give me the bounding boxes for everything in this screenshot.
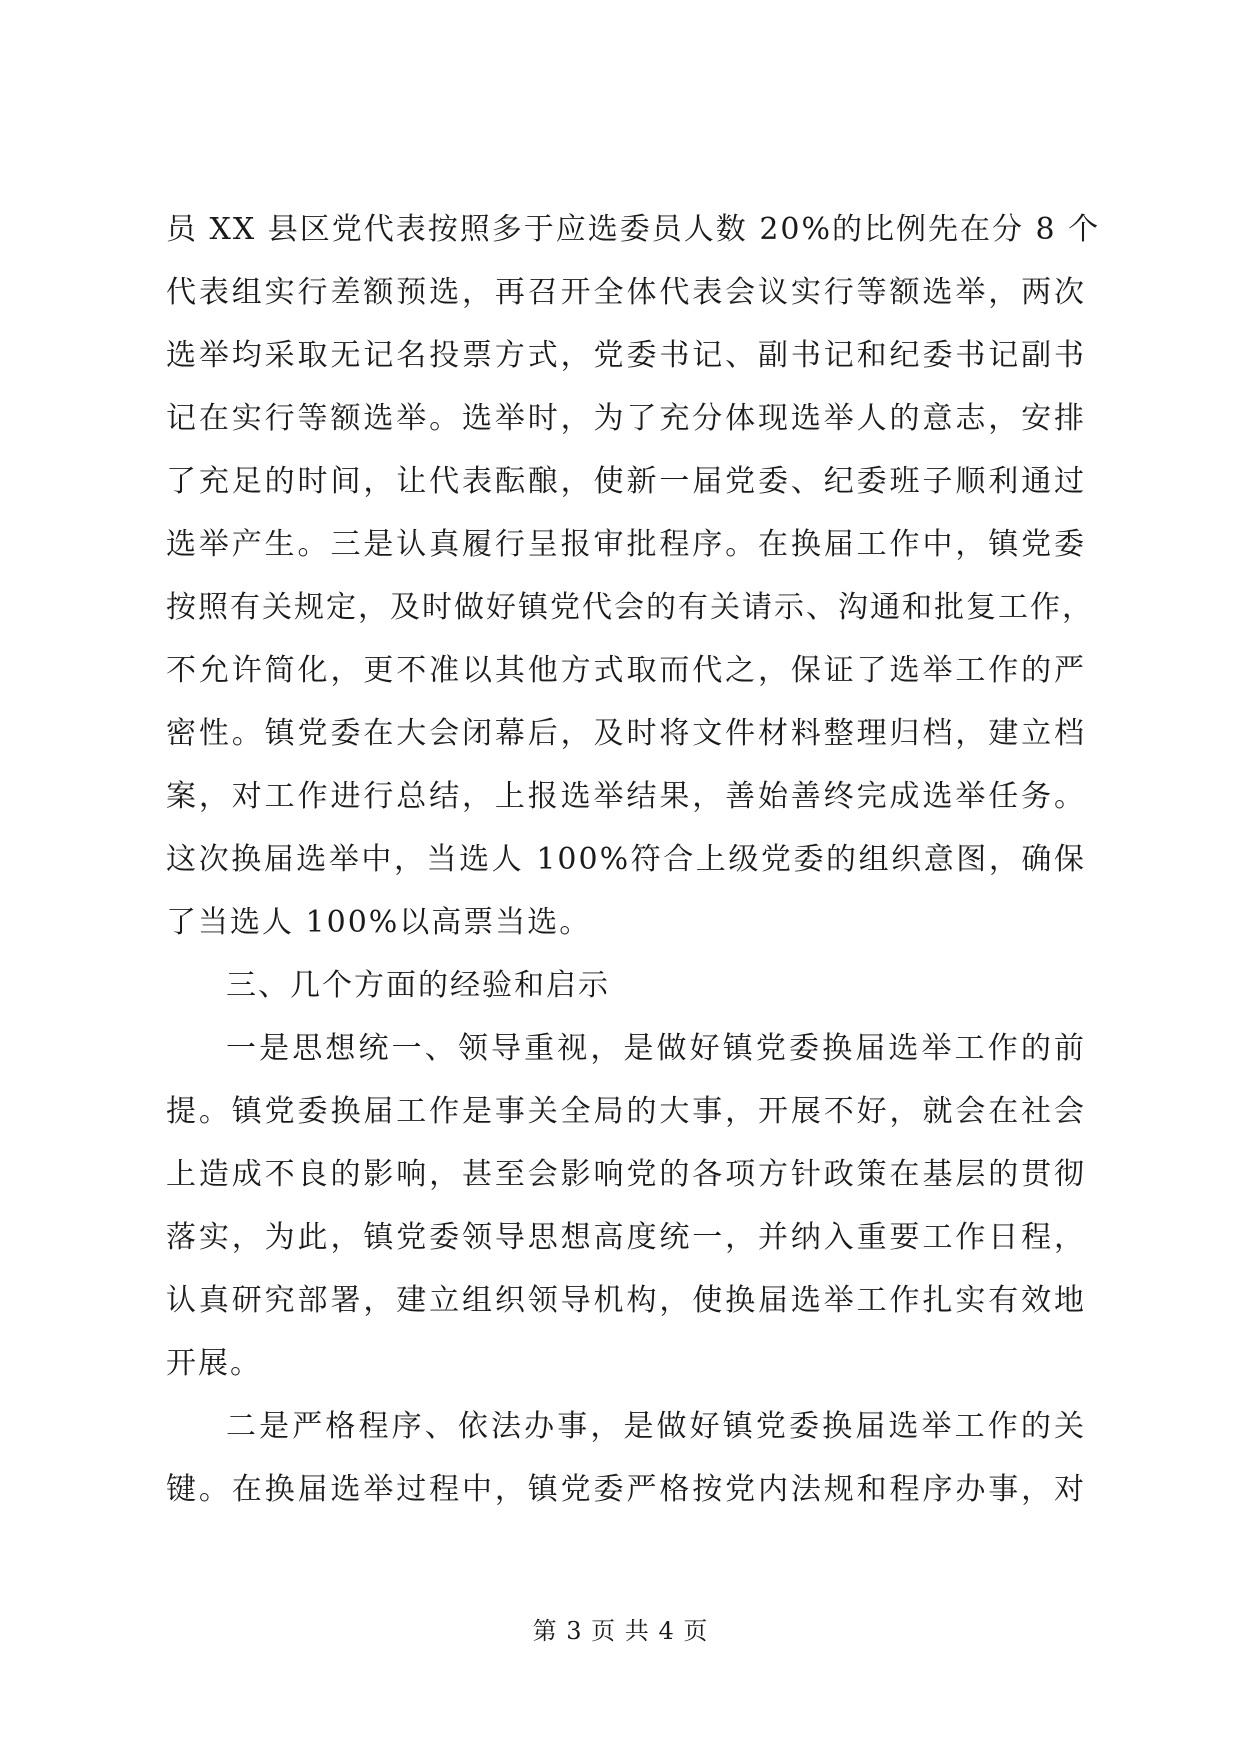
body-text-line: 密性。镇党委在大会闭幕后，及时将文件材料整理归档，建立档 — [166, 716, 1086, 751]
body-text-line: 提。镇党委换届工作是事关全局的大事，开展不好，就会在社会 — [166, 1094, 1086, 1129]
body-text-line: 了当选人 100%以高票当选。 — [166, 905, 592, 940]
body-text-line: 代表组实行差额预选，再召开全体代表会议实行等额选举，两次 — [166, 275, 1086, 310]
page-number-footer: 第 3 页 共 4 页 — [532, 1617, 709, 1645]
body-text-line: 选举产生。三是认真履行呈报审批程序。在换届工作中，镇党委 — [166, 527, 1086, 562]
body-text-line: 这次换届选举中，当选人 100%符合上级党委的组织意图，确保 — [166, 842, 1086, 877]
body-text-line: 二是严格程序、依法办事，是做好镇党委换届选举工作的关 — [226, 1409, 1086, 1444]
body-text-line: 认真研究部署，建立组织领导机构，使换届选举工作扎实有效地 — [166, 1283, 1086, 1318]
body-text-line: 开展。 — [166, 1346, 262, 1381]
body-text-line: 上造成不良的影响，甚至会影响党的各项方针政策在基层的贯彻 — [166, 1157, 1086, 1192]
body-text-line: 记在实行等额选举。选举时，为了充分体现选举人的意志，安排 — [166, 401, 1086, 436]
body-text-line: 案，对工作进行总结，上报选举结果，善始善终完成选举任务。 — [166, 779, 1086, 814]
body-text-line: 选举均采取无记名投票方式，党委书记、副书记和纪委书记副书 — [166, 338, 1086, 373]
body-text-line: 员 XX 县区党代表按照多于应选委员人数 20%的比例先在分 8 个 — [166, 212, 1101, 247]
body-text-line: 按照有关规定，及时做好镇党代会的有关请示、沟通和批复工作， — [166, 590, 1094, 625]
body-text-line: 不允许简化，更不准以其他方式取而代之，保证了选举工作的严 — [166, 653, 1086, 688]
section-heading: 三、几个方面的经验和启示 — [226, 968, 610, 1003]
body-text-line: 键。在换届选举过程中，镇党委严格按党内法规和程序办事，对 — [166, 1472, 1086, 1507]
body-text-line: 一是思想统一、领导重视，是做好镇党委换届选举工作的前 — [226, 1031, 1086, 1066]
body-text-line: 了充足的时间，让代表酝酿，使新一届党委、纪委班子顺利通过 — [166, 464, 1086, 499]
body-text-line: 落实，为此，镇党委领导思想高度统一，并纳入重要工作日程， — [166, 1220, 1086, 1255]
